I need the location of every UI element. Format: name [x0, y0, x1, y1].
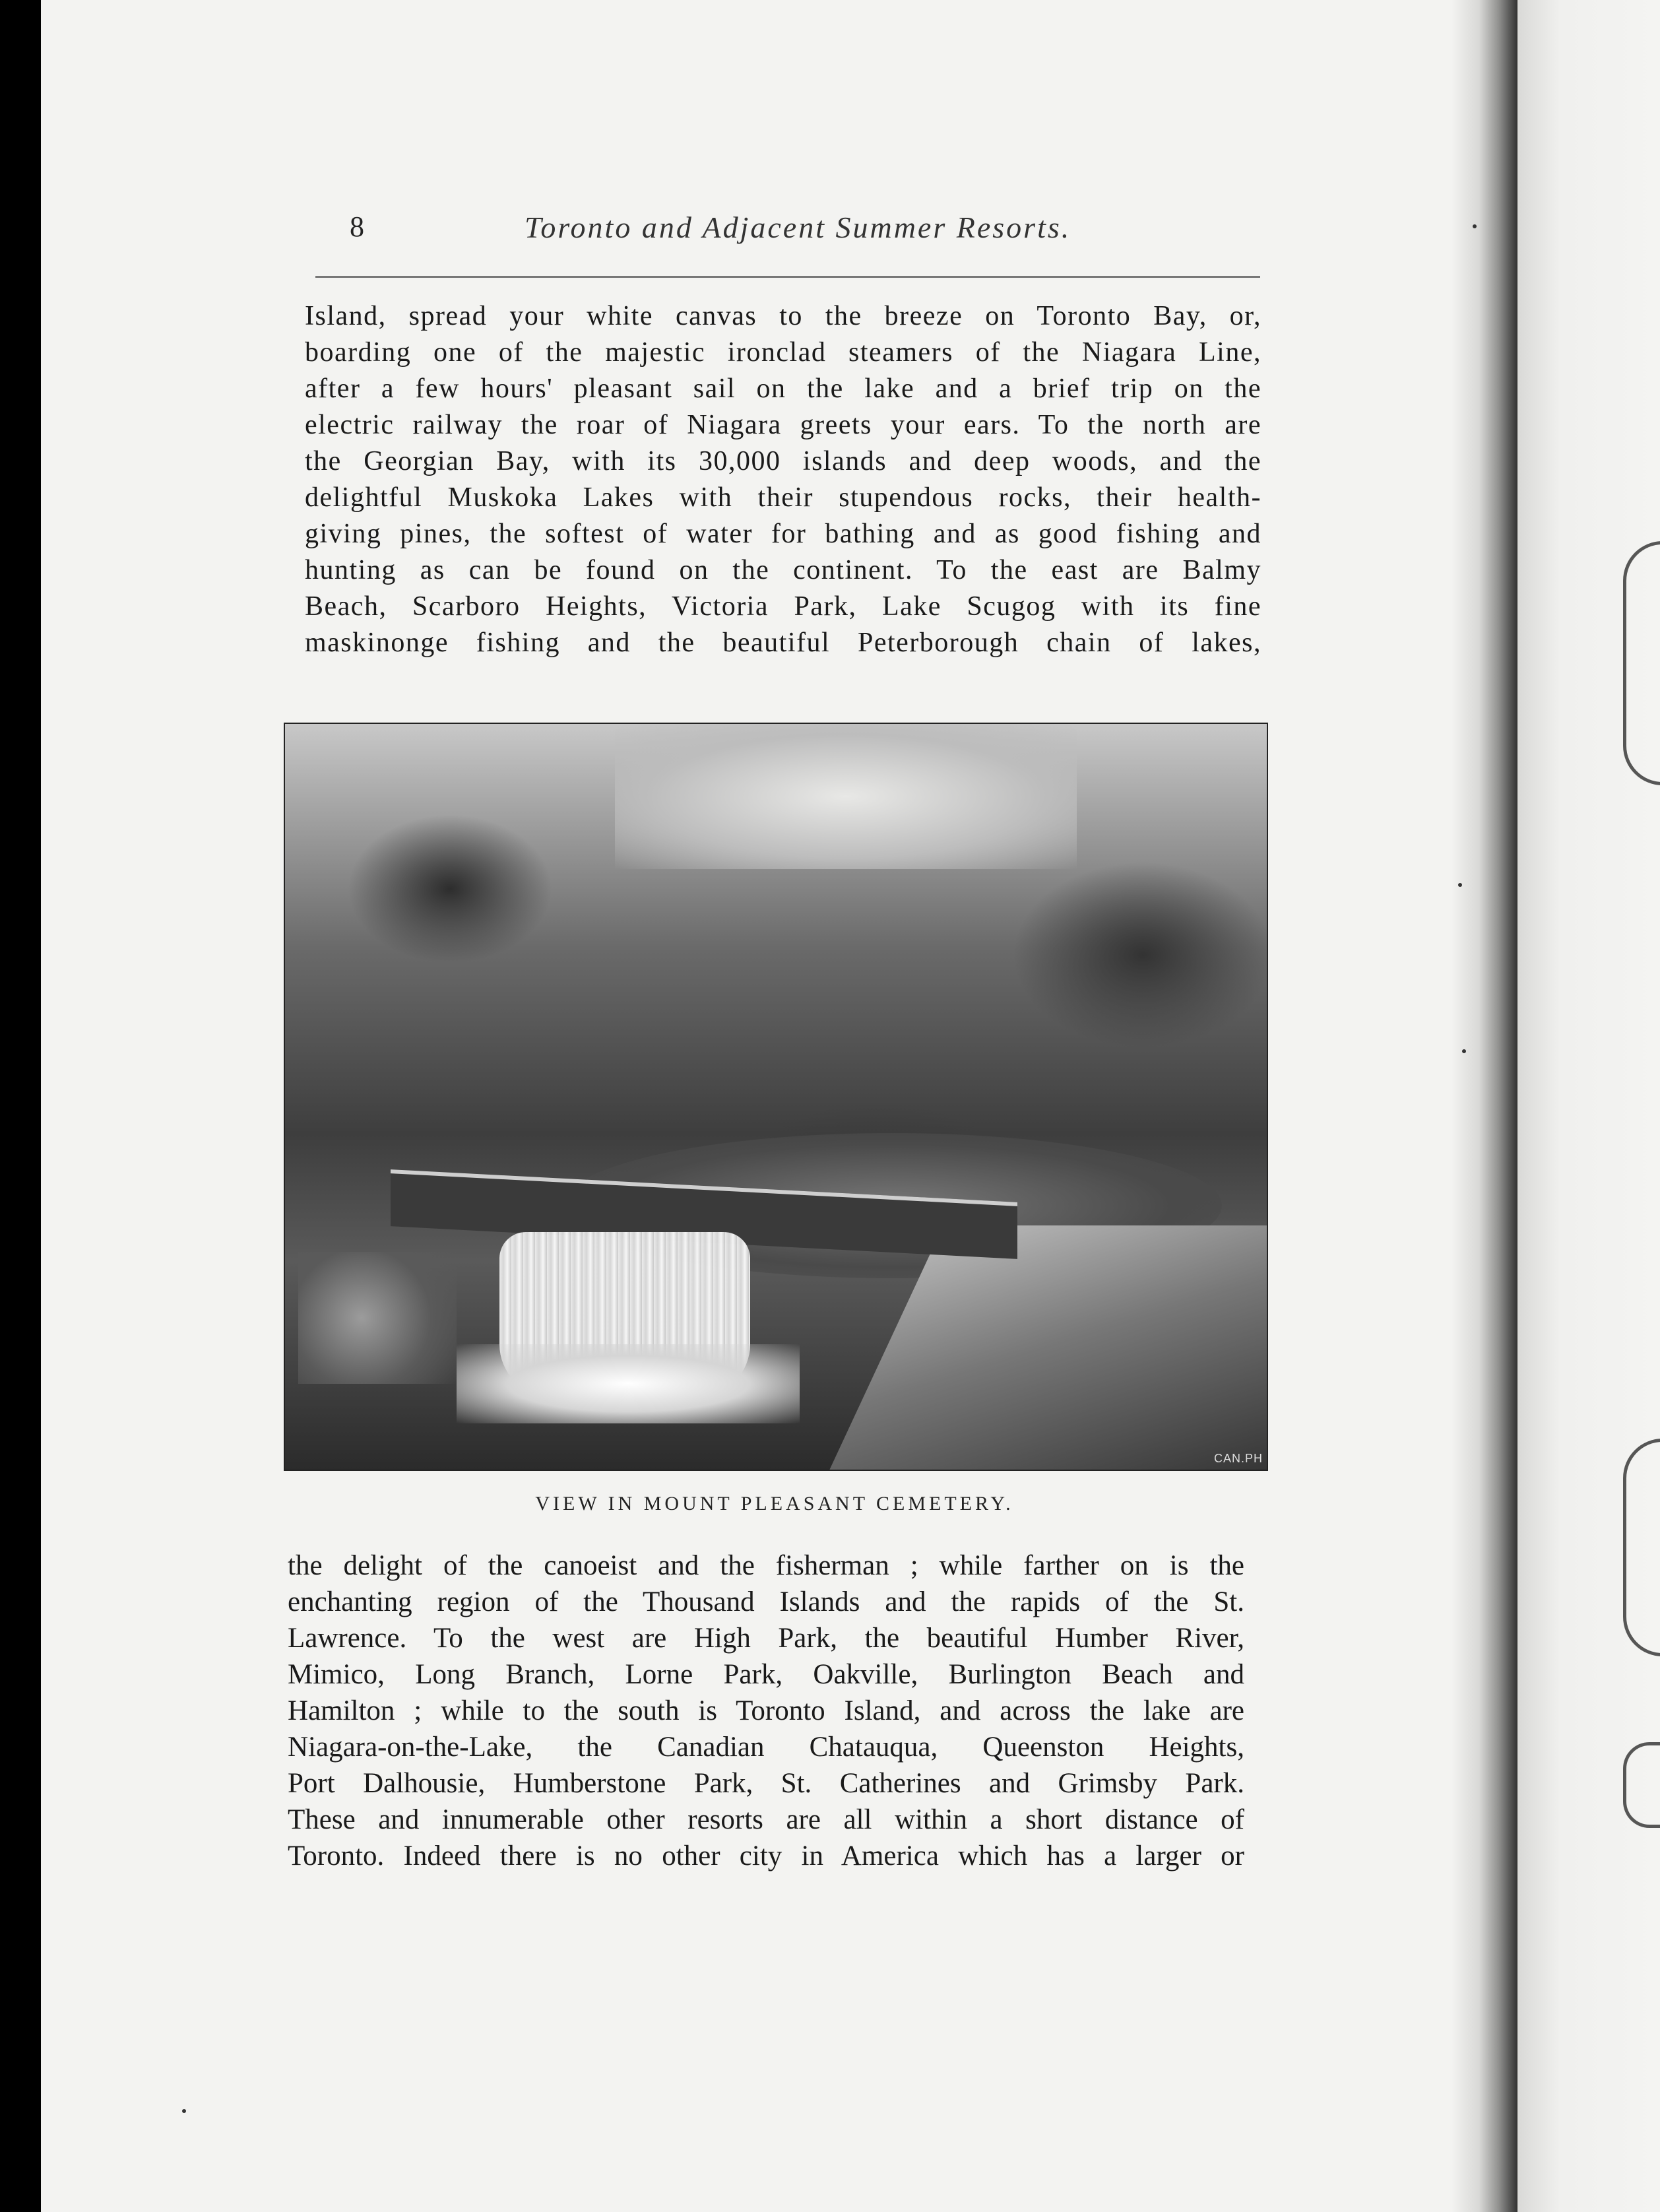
text-line: hunting as can be found on the continent. To the east are Balmy [305, 555, 1261, 585]
text-line: giving pines, the softest of water for bathing and as good fishing and [305, 519, 1261, 549]
text-line: after a few hours' pleasant sail on the lake and a brief trip on the [305, 374, 1261, 404]
text-line: the Georgian Bay, with its 30,000 islands and deep woods, and the [305, 446, 1261, 476]
adjacent-page-ornament [1623, 1439, 1660, 1656]
page-header [310, 210, 1260, 249]
scan-speck [1473, 224, 1477, 228]
photo-rocks [298, 1252, 457, 1384]
page-number: 8 [350, 211, 364, 243]
scan-speck [1462, 1049, 1466, 1053]
text-line: Beach, Scarboro Heights, Victoria Park, Lake Scugog with its fine [305, 591, 1261, 622]
text-line: maskinonge fishing and the beautiful Peterborough chain of lakes, [305, 628, 1261, 658]
adjacent-page-ornament [1623, 541, 1660, 785]
photo-credit: CAN.PH [1213, 1452, 1263, 1465]
adjacent-page-ornament [1623, 1742, 1660, 1828]
header-rule [315, 276, 1260, 278]
text-line: delightful Muskoka Lakes with their stupendous rocks, their health- [305, 482, 1261, 513]
running-title: Toronto and Adjacent Summer Resorts. [525, 211, 1071, 244]
text-line: Niagara-on-the-Lake, the Canadian Chatauqua, Queenston Heights, [288, 1732, 1244, 1763]
text-line: electric railway the roar of Niagara greets your ears. To the north are [305, 410, 1261, 440]
photo-foam [457, 1344, 800, 1423]
photo-sky [615, 724, 1077, 869]
text-line: Port Dalhousie, Humberstone Park, St. Catherines and Grimsby Park. [288, 1768, 1244, 1799]
scan-speck [182, 2109, 186, 2113]
top-paragraph [305, 298, 1261, 661]
text-line: Lawrence. To the west are High Park, the beautiful Humber River, [288, 1623, 1244, 1654]
text-line: These and innumerable other resorts are all within a short distance of [288, 1804, 1244, 1835]
scan-speck [1458, 883, 1462, 887]
text-line: boarding one of the majestic ironclad steamers of the Niagara Line, [305, 337, 1261, 368]
bottom-paragraph [288, 1547, 1244, 1874]
text-line: enchanting region of the Thousand Islands and the rapids of the St. [288, 1586, 1244, 1617]
text-line: the delight of the canoeist and the fisherman ; while farther on is the [288, 1550, 1244, 1581]
text-line: Toronto. Indeed there is no other city in America which has a larger or [288, 1840, 1244, 1871]
text-line: Hamilton ; while to the south is Toronto Island, and across the lake are [288, 1695, 1244, 1726]
photograph-waterfall [284, 723, 1268, 1471]
text-line: Mimico, Long Branch, Lorne Park, Oakville, Burlington Beach and [288, 1659, 1244, 1690]
text-line: Island, spread your white canvas to the breeze on Toronto Bay, or, [305, 301, 1261, 331]
figure-caption: VIEW IN MOUNT PLEASANT CEMETERY. [535, 1493, 1014, 1514]
adjacent-page-edge [1517, 0, 1660, 2212]
